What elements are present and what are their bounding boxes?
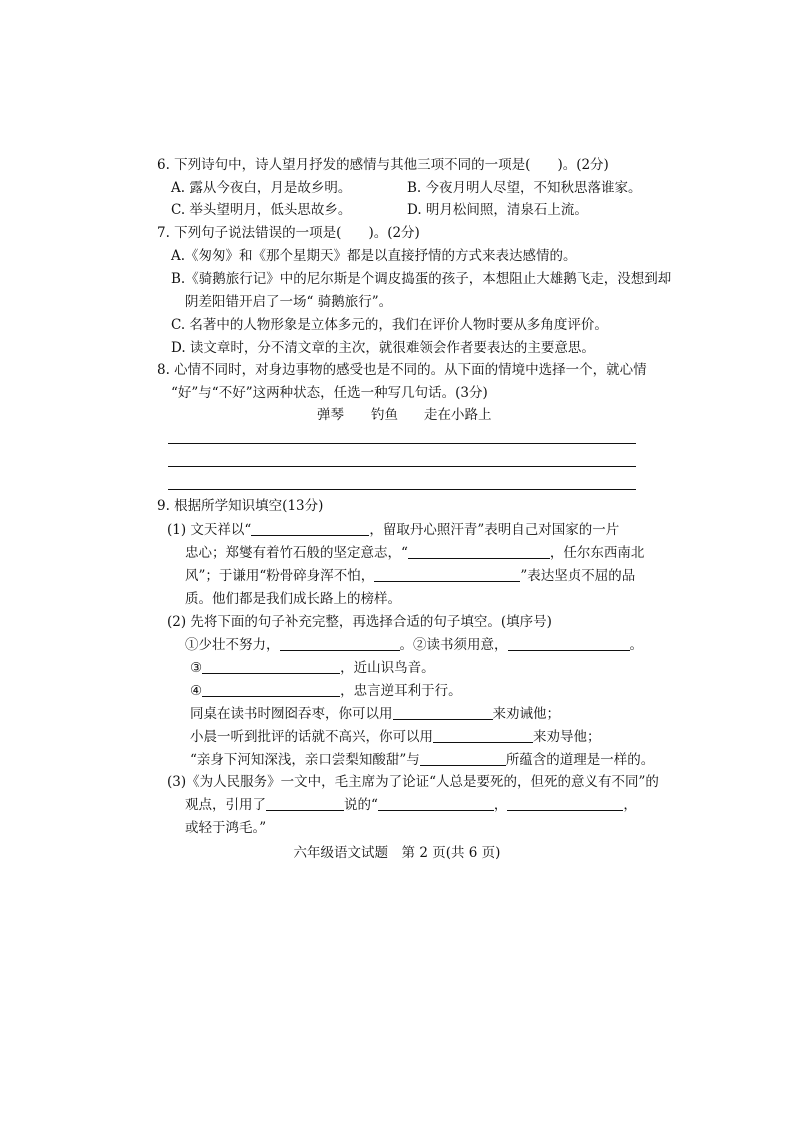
q9-stem: 9. 根据所学知识填空(13分) xyxy=(157,498,324,514)
q9-p1-line4: 质。他们都是我们成长路上的榜样。 xyxy=(185,591,401,607)
q9-p1-text: 风”；于谦用“粉骨碎身浑不怕， xyxy=(185,568,375,584)
q9-p1-text: ”表达坚贞不屈的品 xyxy=(520,568,636,584)
q7-option-d: D. 读文章时，分不清文章的主次，就很难领会作者要表达的主要意思。 xyxy=(171,340,595,356)
q9-p3-line3: 或轻于鸿毛。” xyxy=(185,820,267,836)
q8-stem-line2: “好”与“不好”这两种状态，任选一种写几句话。(3分) xyxy=(171,385,488,401)
q9-p2-usage2 xyxy=(190,727,601,747)
q9-p3-text: ， xyxy=(623,797,637,813)
q9-p3-text: 观点，引用了 xyxy=(185,797,266,813)
q8-stem-line1: 8. 心情不同时，对身边事物的感受也是不同的。从下面的情境中选择一个，就心情 xyxy=(157,362,647,378)
q9-p1-text: (1) 文天祥以“ xyxy=(167,522,252,538)
q9-p1-text: ，留取丹心照汗青”表明自己对国家的一片 xyxy=(369,522,620,538)
fill-blank[interactable] xyxy=(433,728,533,743)
q9-p3-line2 xyxy=(185,795,637,815)
q8-writing-line[interactable] xyxy=(168,489,636,490)
q9-p3-text: ， xyxy=(493,797,508,813)
q9-p2-text: 同桌在读书时囫囵吞枣，你可以用 xyxy=(190,706,393,722)
q9-p2-sentence1 xyxy=(185,635,643,655)
fill-blank[interactable] xyxy=(408,544,550,559)
fill-blank[interactable] xyxy=(202,659,340,674)
fill-blank[interactable] xyxy=(393,705,493,720)
q9-p2-text: ③ xyxy=(190,660,203,676)
fill-blank[interactable] xyxy=(251,521,369,536)
q6-option-d: D. 明月松间照，清泉石上流。 xyxy=(407,202,588,218)
q9-p2-text: ①少壮不努力， xyxy=(185,637,280,653)
q8-option-piano: 弹琴 xyxy=(317,407,344,423)
fill-blank[interactable] xyxy=(420,751,506,766)
q7-option-b-line1: B.《骑鹅旅行记》中的尼尔斯是个调皮捣蛋的孩子，本想阻止大雄鹅飞走，没想到却 xyxy=(171,271,672,287)
q9-p1-line2 xyxy=(185,543,644,563)
q9-p2-sentence3 xyxy=(190,658,435,678)
q7-stem: 7. 下列句子说法错误的一项是( )。(2分) xyxy=(157,225,420,241)
q9-p2-text: ，近山识鸟音。 xyxy=(340,660,435,676)
q9-p2-sentence4 xyxy=(190,681,462,701)
q9-p1-text: ，任尔东西南北 xyxy=(549,545,645,561)
q9-p2-text: 所蕴含的道理是一样的。 xyxy=(505,752,655,768)
q7-option-b-line2: 阴差阳错开启了一场“ 骑鹅旅行”。 xyxy=(185,294,393,310)
q8-option-fishing: 钓鱼 xyxy=(371,407,398,423)
q8-writing-line[interactable] xyxy=(168,443,636,444)
q9-p2-text: ，忠言逆耳利于行。 xyxy=(340,683,462,699)
q8-option-path: 走在小路上 xyxy=(424,407,492,423)
q9-p2-usage3 xyxy=(190,750,654,770)
q6-option-a: A. 露从今夜白，月是故乡明。 xyxy=(171,180,352,196)
q9-p2-text: “亲身下河知深浅，亲口尝梨知酸甜”与 xyxy=(190,752,420,768)
q9-p3-text: 说的“ xyxy=(344,797,378,813)
q9-p2-usage1 xyxy=(190,704,560,724)
q7-option-c: C. 名著中的人物形象是立体多元的，我们在评价人物时要从多角度评价。 xyxy=(171,317,608,333)
q9-p2-text: 。②读书须用意， xyxy=(399,637,508,653)
fill-blank[interactable] xyxy=(508,636,630,651)
fill-blank[interactable] xyxy=(202,682,340,697)
q7-option-a: A.《匆匆》和《那个星期天》都是以直接抒情的方式来表达感情的。 xyxy=(171,248,577,264)
q6-stem: 6. 下列诗句中，诗人望月抒发的感情与其他三项不同的一项是( )。(2分) xyxy=(157,157,609,173)
page-footer: 六年级语文试题 第 2 页(共 6 页) xyxy=(293,845,501,861)
q9-p2-text: 来劝导他； xyxy=(533,729,601,745)
q6-option-b: B. 今夜月明人尽望，不知秋思落谁家。 xyxy=(407,180,642,196)
q9-p2-text: 来劝诫他； xyxy=(492,706,560,722)
fill-blank[interactable] xyxy=(280,636,400,651)
fill-blank[interactable] xyxy=(378,796,494,811)
fill-blank[interactable] xyxy=(374,567,520,582)
q9-p2-text: 。 xyxy=(629,637,643,653)
q9-p1-text: 忠心；郑燮有着竹石般的坚定意志，“ xyxy=(185,545,408,561)
q8-writing-line[interactable] xyxy=(168,466,636,467)
q9-p1-line1 xyxy=(167,520,619,540)
q9-p3-line1: (3)《为人民服务》一文中，毛主席为了论证“人总是要死的，但死的意义有不同”的 xyxy=(167,774,659,790)
fill-blank[interactable] xyxy=(266,796,344,811)
q9-p1-line3 xyxy=(185,566,635,586)
fill-blank[interactable] xyxy=(507,796,623,811)
q9-p2-text: ④ xyxy=(190,683,203,699)
q9-p2-text: 小晨一听到批评的话就不高兴，你可以用 xyxy=(190,729,433,745)
q9-p2-stem: (2) 先将下面的句子补充完整，再选择合适的句子填空。(填序号) xyxy=(167,614,552,630)
q6-option-c: C. 举头望明月，低头思故乡。 xyxy=(171,202,352,218)
